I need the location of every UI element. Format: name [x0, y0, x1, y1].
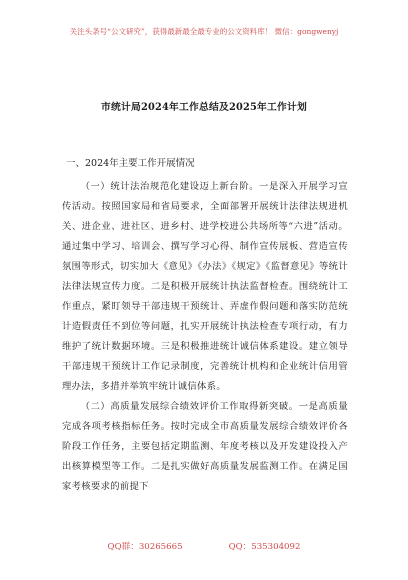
- qq-group-label: QQ群：: [107, 542, 139, 552]
- footer-contacts: [0, 540, 408, 552]
- paragraph-1: （一）统计法治规范化建设迈上新台阶。一是深入开展学习宣传活动。按照国家局和省局要求，全面部署开展统计法律法规进机关、进企业、进社区、进乡村、进学校进公共场所等“六进”活动。通过集中学习、培训会、撰写学习心得、制作宣传展板、营造宣传氛围等形式，切实加大《意见》《办法》《规定》《监督意见》等统计法律法规宣传力度。二是积极开展统计执法监督检查。围绕统计工作重点，紧盯领导干部违规干预统计、弄虚作假问题和落实防范统计造假责任不到位等问题，扎实开展统计执法检查专项行动，有力维护了统计数据环境。三是积极推进统计诚信体系建设。建立领导干部违规干预统计工作记录制度，完善统计机构和企业统计信用管理办法，多措并举筑牢统计诚信体系。: [62, 181, 348, 392]
- qq-label: QQ：: [228, 542, 252, 552]
- qq-group-number: 30265665: [138, 542, 183, 552]
- document-body: [62, 177, 348, 497]
- header-note: 关注头条号“公文研究”，获得最新最全最专业的公文资料库！ 微信：gongwenyj: [69, 27, 339, 36]
- qq-number: 535304092: [251, 542, 301, 552]
- section-heading: 一、2024年主要工作开展情况: [66, 158, 195, 169]
- paragraph-2: （二）高质量发展综合绩效评价工作取得新突破。一是高质量完成各项考核指标任务。按时完成全市高质量发展综合绩效评价各阶段工作任务，主要包括定期监测、年度考核以及开发建设投入产出核算模型等工作。二是扎实做好高质量发展监测工作。在满足国家考核要求的前提下: [62, 401, 348, 492]
- document-title: 市统计局2024年工作总结及2025年工作计划: [100, 102, 308, 113]
